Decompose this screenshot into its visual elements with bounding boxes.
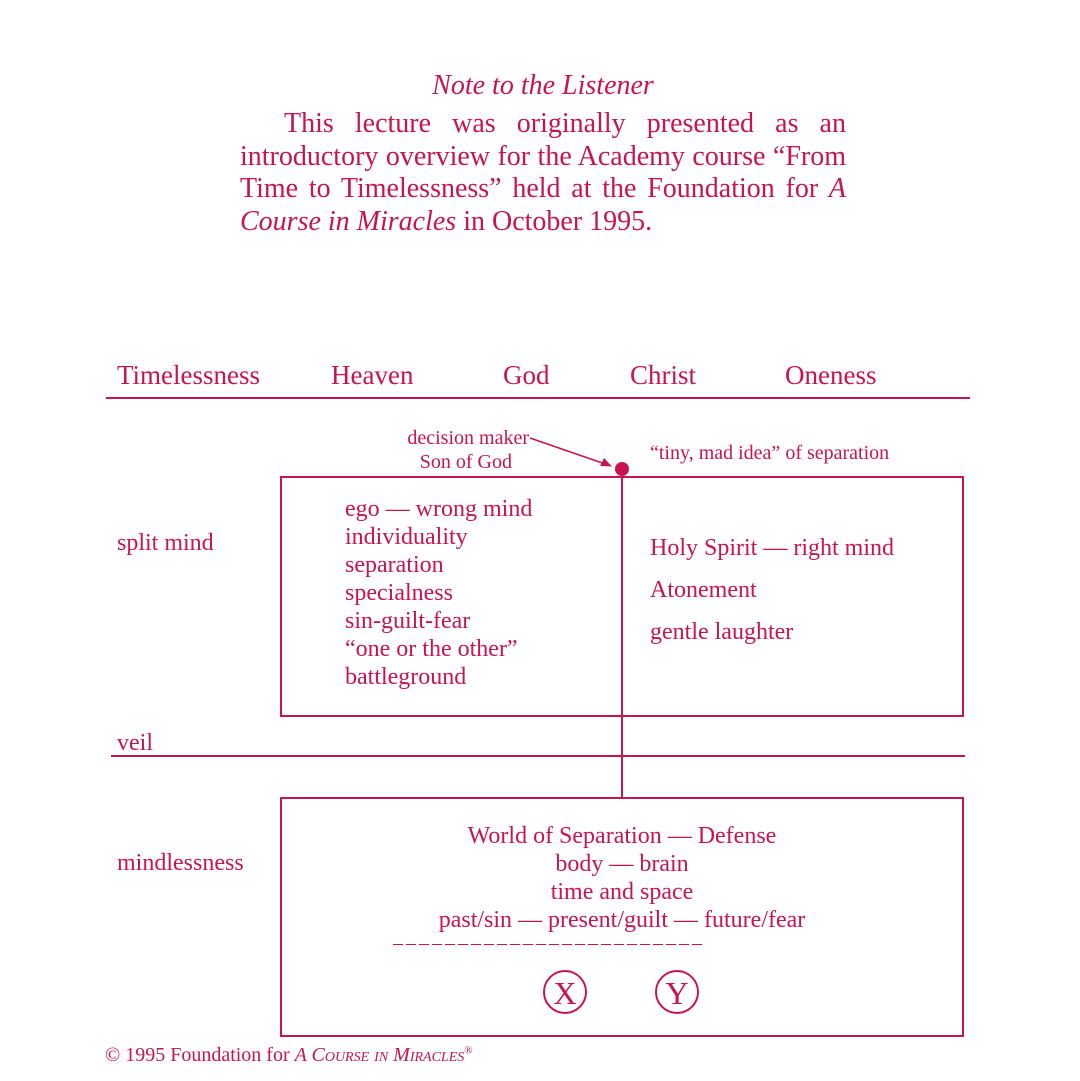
heaven-divider-line [106, 397, 970, 399]
right-mind-item: Atonement [650, 577, 757, 603]
world-line: body — brain [555, 851, 689, 877]
split-mind-divider [621, 470, 623, 798]
note-body [240, 108, 846, 238]
right-mind-item: Holy Spirit — right mind [650, 535, 895, 561]
right-mind-list [650, 535, 894, 661]
split-mind-label: split mind [117, 530, 214, 556]
wrong-mind-list [345, 495, 532, 691]
right-mind-item: gentle laughter [650, 619, 794, 645]
copyright-text: © 1995 Foundation for [105, 1044, 295, 1066]
header-christ: Christ [630, 360, 697, 390]
world-line: time and space [550, 879, 694, 905]
dashed-separator: – – – – – – – – – – – – – – – – – – – – – – – – [393, 932, 701, 954]
wrong-mind-item: ego — wrong mind [345, 496, 533, 522]
decision-maker-label: decision maker [407, 427, 529, 449]
note-body-text-1: This lecture was originally presented as an introductory overview for the Academy course “From Time to Timelessness” held at the Foundation for [240, 108, 846, 205]
mindlessness-label: mindlessness [117, 850, 244, 876]
registered-mark: ® [464, 1044, 473, 1057]
wrong-mind-item: battleground [345, 664, 467, 690]
wrong-mind-item: sin-guilt-fear [345, 608, 471, 634]
header-god: God [503, 360, 550, 390]
tiny-mad-idea-label: “tiny, mad idea” of separation [650, 442, 890, 464]
header-heaven: Heaven [331, 360, 414, 390]
note-body-course-title: A Course in Miracles [240, 173, 846, 237]
wrong-mind-item: specialness [345, 580, 453, 606]
world-line: past/sin — present/guilt — future/fear [438, 907, 806, 933]
son-of-god-label: Son of God [419, 451, 512, 473]
y-circle: Y [655, 970, 699, 1014]
header-oneness: Oneness [785, 360, 877, 390]
note-title: Note to the Listener [432, 70, 654, 101]
world-line: World of Separation — Defense [467, 823, 777, 849]
wrong-mind-item: “one or the other” [345, 636, 518, 662]
header-timelessness: Timelessness [117, 360, 261, 390]
world-text [352, 822, 892, 934]
veil-label: veil [117, 730, 153, 756]
wrong-mind-item: separation [345, 552, 444, 578]
veil-line [111, 755, 965, 757]
note-body-text-2: in October 1995. [456, 205, 653, 237]
copyright-footer [105, 1044, 473, 1067]
wrong-mind-item: individuality [345, 524, 468, 550]
decision-maker-arrow [520, 428, 620, 478]
copyright-course-title: A Course in Miracles [294, 1044, 465, 1066]
x-circle: X [543, 970, 587, 1014]
